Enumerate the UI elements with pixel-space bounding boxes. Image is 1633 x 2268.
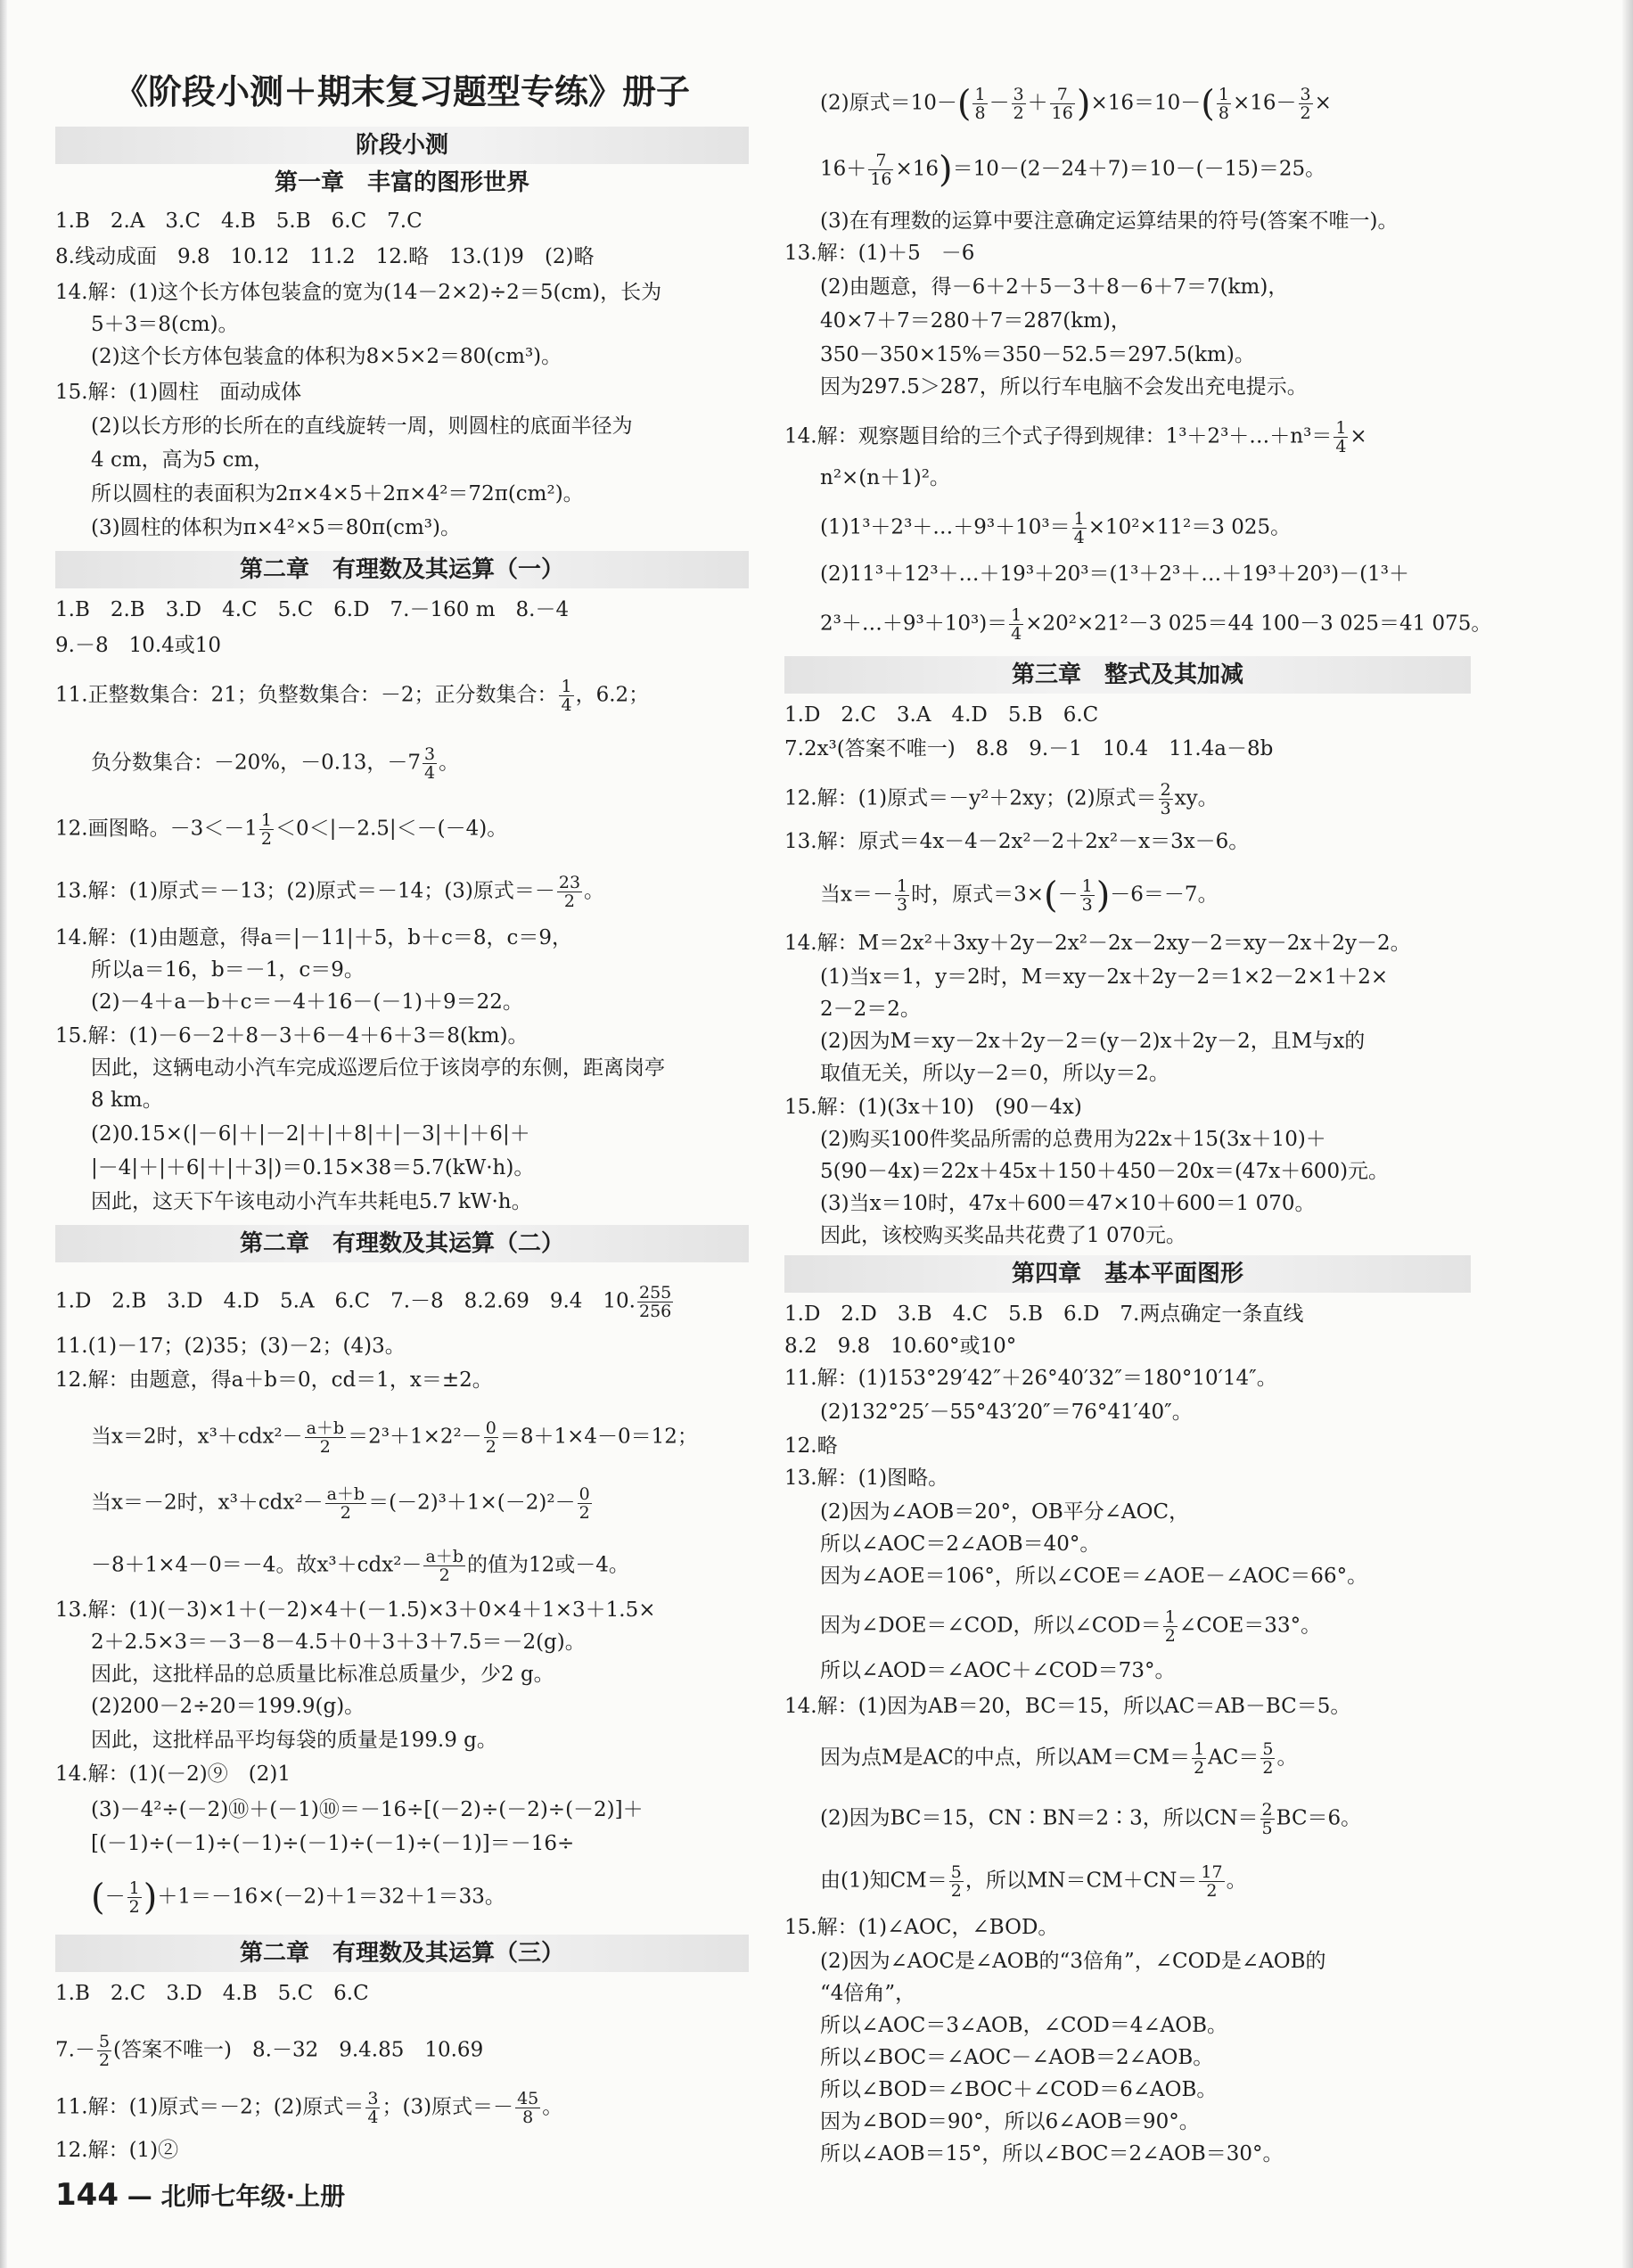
chapter-header-1: 第一章 丰富的图形世界 [274, 169, 529, 196]
answer-line: 14.解：观察题目给的三个式子得到规律：1³＋2³＋…＋n³＝ $\frac{1}{4}$ × [784, 418, 1367, 456]
page-title: 《阶段小测＋期末复习题型专练》册子 [113, 72, 690, 111]
answer-line: (3)圆柱的体积为π×4²×5＝80π(cm³)。 [91, 516, 461, 539]
answer-line: 2－2＝2。 [820, 998, 921, 1021]
chapter-header-4: 第四章 基本平面图形 [784, 1255, 1471, 1293]
answer-line: 11.解：(1)153°29′42″＋26°40′32″＝180°10′14″。 [784, 1367, 1277, 1390]
answer-line: 12.解：(1)② [55, 2139, 179, 2162]
answer-line: 1.D 2.B 3.D 4.D 5.A 6.C 7.－8 8.2.69 9.4 10. $\frac{255}{256}$ [55, 1283, 672, 1321]
fraction: $\frac{7}{16}$ [1051, 85, 1073, 123]
answer-line: (2)因为M＝xy－2x＋2y－2＝(y－2)x＋2y－2，且M与x的 [820, 1030, 1366, 1053]
answer-line: 所以∠BOD＝∠BOC＋∠COD＝6∠AOB。 [820, 2078, 1218, 2101]
fraction: $\frac{1}{4}$ [561, 677, 572, 715]
book-name: 北师七年级·上册 [160, 2182, 346, 2211]
answer-line: 350－350×15%＝350－52.5＝297.5(km)。 [820, 343, 1255, 366]
answer-line: 1.B 2.B 3.D 4.C 5.C 6.D 7.－160 m 8.－4 [55, 598, 570, 621]
answer-line: 14.解：(1)(－2)⑨ (2)1 [55, 1763, 291, 1786]
answer-line: 由(1)知CM＝ $\frac{5}{2}$ ，所以MN＝CM＋CN＝ $\frac{17}{2}$ 。 [820, 1862, 1247, 1901]
answer-line: 负分数集合：－20%，－0.13，－7 $\frac{3}{4}$ 。 [91, 744, 460, 783]
chapter-header-3: 第三章 整式及其加减 [784, 656, 1471, 694]
answer-line: 13.解：(1)图略。 [784, 1467, 949, 1490]
chapter-header-2c: 第二章 有理数及其运算（三） [55, 1935, 749, 1972]
answer-line: 1.B 2.C 3.D 4.B 5.C 6.C [55, 1982, 369, 2005]
answer-line: 8.2 9.8 10.60°或10° [784, 1335, 1017, 1358]
footer-dash: — [127, 2182, 152, 2211]
answer-line: 13.解：原式＝4x－4－2x²－2＋2x²－x＝3x－6。 [784, 830, 1250, 853]
fraction: $\frac{a+b}{2}$ [326, 1484, 365, 1523]
answer-line: 15.解：(1)(3x＋10) (90－4x) [784, 1096, 1082, 1119]
answer-line: 15.解：(1)圆柱 面动成体 [55, 381, 302, 404]
answer-line: (2)以长方形的长所在的直线旋转一周，则圆柱的底面半径为 [91, 415, 633, 438]
fraction: $\frac{3}{2}$ [1300, 85, 1311, 123]
fraction: $\frac{1}{2}$ [1164, 1607, 1176, 1646]
answer-line: 因此，这批样品平均每袋的质量是199.9 g。 [91, 1729, 497, 1752]
fraction: $\frac{1}{8}$ [974, 85, 986, 123]
answer-line: 1.B 2.A 3.C 4.B 5.B 6.C 7.C [55, 210, 423, 233]
answer-line: 当x＝－2时，x³＋cdx²－ $\frac{a+b}{2}$ ＝(－2)³＋1×(－2)²－ $\frac{0}{2}$ [91, 1484, 590, 1523]
answer-line: 4 cm，高为5 cm， [91, 448, 275, 472]
answer-line: (2)132°25′－55°43′20″＝76°41′40″。 [820, 1401, 1193, 1424]
answer-line: 8.线动成面 9.8 10.12 11.2 12.略 13.(1)9 (2)略 [55, 245, 595, 268]
answer-line: 7.－ $\frac{5}{2}$ (答案不唯一) 8.－32 9.4.85 10.69 [55, 2032, 484, 2070]
answer-line: |－4|＋|＋6|＋|＋3|)＝0.15×38＝5.7(kW·h)。 [91, 1156, 535, 1179]
answer-line: (2)－4＋a－b＋c＝－4＋16－(－1)＋9＝22。 [91, 990, 523, 1014]
fraction: $\frac{1}{2}$ [1194, 1739, 1205, 1778]
answer-line: (2)因为BC＝15，CN∶BN＝2∶3，所以CN＝ $\frac{2}{5}$ BC＝6。 [820, 1800, 1362, 1838]
chapter-header-2a: 第二章 有理数及其运算（一） [55, 551, 749, 588]
answer-line: 11.正整数集合：21；负整数集合：－2；正分数集合： $\frac{1}{4}$ ，6.2； [55, 677, 650, 715]
answer-line: 所以∠AOC＝2∠AOB＝40°。 [820, 1533, 1101, 1556]
fraction: $\frac{1}{4}$ [1011, 605, 1022, 644]
answer-line: 40×7＋7＝280＋7＝287(km)， [820, 309, 1131, 333]
answer-line: (2)因为∠AOB＝20°，OB平分∠AOC， [820, 1500, 1190, 1524]
answer-line: 因为∠BOD＝90°，所以6∠AOB＝90°。 [820, 2110, 1200, 2133]
fraction: $\frac{1}{2}$ [260, 810, 272, 849]
fraction: $\frac{255}{256}$ [639, 1283, 672, 1321]
fraction: $\frac{2}{3}$ [1160, 780, 1171, 818]
answer-line: 当x＝2时，x³＋cdx²－ $\frac{a+b}{2}$ ＝2³＋1×2²－ $\frac{0}{2}$ ＝8＋1×4－0＝12； [91, 1418, 698, 1457]
answer-line: [(－1)÷(－1)÷(－1)÷(－1)÷(－1)÷(－1)]＝－16÷ [91, 1832, 575, 1855]
answer-line: 5＋3＝8(cm)。 [91, 313, 239, 336]
answer-line: (2)200－2÷20＝199.9(g)。 [91, 1695, 365, 1718]
fraction: $\frac{a+b}{2}$ [425, 1547, 464, 1585]
answer-line: 14.解：M＝2x²＋3xy＋2y－2x²－2x－2xy－2＝xy－2x＋2y－2。 [784, 932, 1411, 955]
page-edge-shadow [1622, 0, 1633, 2268]
fraction: $\frac{17}{2}$ [1201, 1862, 1223, 1901]
answer-line: 所以a＝16，b＝－1，c＝9。 [91, 958, 365, 982]
answer-line: (2)原式＝10－( $\frac{1}{8}$ － $\frac{3}{2}$ ＋ $\frac{7}{16}$ )×16＝10－( $\frac{1}{8}$ ×16－ $\frac{3}{2}$ × [820, 83, 1332, 125]
answer-line: 因为点M是AC的中点，所以AM＝CM＝ $\frac{1}{2}$ AC＝ $\frac{5}{2}$ 。 [820, 1739, 1298, 1778]
answer-line: 8 km。 [91, 1089, 163, 1112]
fraction: $\frac{1}{2}$ [128, 1878, 140, 1917]
page-footer [55, 2175, 345, 2215]
answer-line: (2)11³＋12³＋…＋19³＋20³＝(1³＋2³＋…＋19³＋20³)－(1³＋ [820, 563, 1409, 586]
fraction: $\frac{3}{4}$ [367, 2089, 379, 2127]
answer-line: 14.解：(1)由题意，得a＝|－11|＋5，b＋c＝8，c＝9， [55, 926, 573, 949]
page-number: 144 [55, 2177, 119, 2213]
answer-line: 因此，这批样品的总质量比标准总质量少，少2 g。 [91, 1663, 554, 1686]
fraction: $\frac{3}{4}$ [423, 744, 436, 783]
answer-line: 14.解：(1)因为AB＝20，BC＝15，所以AC＝AB－BC＝5。 [784, 1695, 1351, 1718]
answer-line: 9.－8 10.4或10 [55, 634, 222, 657]
fraction: $\frac{0}{2}$ [485, 1418, 496, 1457]
fraction: $\frac{1}{4}$ [1335, 418, 1347, 456]
answer-line: 13.解：(1)原式＝－13；(2)原式＝－14；(3)原式＝－ $\frac{23}{2}$ 。 [55, 873, 605, 911]
answer-line: 所以∠AOC＝3∠AOB，∠COD＝4∠AOB。 [820, 2014, 1228, 2037]
answer-line: 取值无关，所以y－2＝0，所以y＝2。 [820, 1062, 1169, 1085]
answer-line: 2³＋…＋9³＋10³)＝ $\frac{1}{4}$ ×20²×21²－3 025＝44 100－3 025＝41 075。 [820, 605, 1492, 644]
fraction: $\frac{5}{2}$ [950, 1862, 962, 1901]
fraction: $\frac{2}{5}$ [1261, 1800, 1273, 1838]
answer-line: 13.解：(1)＋5 －6 [784, 242, 975, 265]
answer-line: 因此，这天下午该电动小汽车共耗电5.7 kW·h。 [91, 1190, 532, 1213]
fraction: $\frac{1}{3}$ [896, 876, 908, 915]
answer-line: 12.解：(1)原式＝－y²＋2xy；(2)原式＝ $\frac{2}{3}$ xy。 [784, 780, 1219, 818]
answer-line: (2)由题意，得－6＋2＋5－3＋8－6＋7＝7(km)， [820, 275, 1289, 299]
answer-line: (1)1³＋2³＋…＋9³＋10³＝ $\frac{1}{4}$ ×10²×11²＝3 025。 [820, 509, 1292, 547]
answer-line: 12.画图略。－3＜－1 $\frac{1}{2}$ ＜0＜|－2.5|＜－(－4)。 [55, 810, 508, 849]
answer-line: 13.解：(1)(－3)×1＋(－2)×4＋(－1.5)×3＋0×4＋1×3＋1.5× [55, 1598, 656, 1622]
fraction: $\frac{45}{8}$ [517, 2089, 539, 2127]
answer-line: (3)当x＝10时，47x＋600＝47×10＋600＝1 070。 [820, 1192, 1316, 1215]
fraction: $\frac{1}{3}$ [1081, 876, 1093, 915]
answer-line: 因此，该校购买奖品共花费了1 070元。 [820, 1224, 1186, 1247]
answer-line: (2)因为∠AOC是∠AOB的“3倍角”，∠COD是∠AOB的 [820, 1950, 1326, 1973]
fraction: $\frac{5}{2}$ [1262, 1739, 1274, 1778]
answer-line: 5(90－4x)＝22x＋45x＋150＋450－20x＝(47x＋600)元。 [820, 1160, 1390, 1183]
answer-line: 12.解：由题意，得a＋b＝0，cd＝1，x＝±2。 [55, 1368, 493, 1392]
section-header-stage-test: 阶段小测 [55, 127, 749, 164]
answer-line: 11.(1)－17；(2)35；(3)－2；(4)3。 [55, 1335, 406, 1358]
answer-line: 所以圆柱的表面积为2π×4×5＋2π×4²＝72π(cm²)。 [91, 482, 584, 505]
answer-line: 因为∠DOE＝∠COD，所以∠COD＝ $\frac{1}{2}$ ∠COE＝33°。 [820, 1607, 1322, 1646]
fraction: $\frac{1}{4}$ [1073, 509, 1085, 547]
answer-line: 12.略 [784, 1434, 838, 1458]
fraction: $\frac{a+b}{2}$ [306, 1418, 345, 1457]
answer-line: (2)购买100件奖品所需的总费用为22x＋15(3x＋10)＋ [820, 1128, 1326, 1151]
answer-line: (3)在有理数的运算中要注意确定运算结果的符号(答案不唯一)。 [820, 210, 1399, 233]
answer-line: 因为∠AOE＝106°，所以∠COE＝∠AOE－∠AOC＝66°。 [820, 1565, 1368, 1588]
answer-line: (2)0.15×(|－6|＋|－2|＋|＋8|＋|－3|＋|＋6|＋ [91, 1122, 530, 1146]
fraction: $\frac{1}{8}$ [1218, 85, 1229, 123]
fraction: $\frac{23}{2}$ [558, 873, 581, 911]
answer-line: 1.D 2.D 3.B 4.C 5.B 6.D 7.两点确定一条直线 [784, 1302, 1304, 1326]
answer-line: 因此，这辆电动小汽车完成巡逻后位于该岗亭的东侧，距离岗亭 [91, 1056, 665, 1080]
answer-line: 14.解：(1)这个长方体包装盒的宽为(14－2×2)÷2＝5(cm)，长为 [55, 281, 662, 304]
answer-line: 15.解：(1)－6－2＋8－3＋6－4＋6＋3＝8(km)。 [55, 1024, 529, 1048]
answer-line: “4倍角”， [820, 1982, 916, 2005]
answer-line: 15.解：(1)∠AOC，∠BOD。 [784, 1916, 1059, 1939]
fraction: $\frac{0}{2}$ [579, 1484, 590, 1523]
answer-line: 1.D 2.C 3.A 4.D 5.B 6.C [784, 703, 1099, 727]
answer-line: (1)当x＝1，y＝2时，M＝xy－2x＋2y－2＝1×2－2×1＋2× [820, 966, 1389, 989]
answer-line: 所以∠BOC＝∠AOC－∠AOB＝2∠AOB。 [820, 2046, 1214, 2069]
answer-line: 所以∠AOB＝15°，所以∠BOC＝2∠AOB＝30°。 [820, 2142, 1284, 2165]
fraction: $\frac{5}{2}$ [98, 2032, 111, 2070]
answer-line: (2)这个长方体包装盒的体积为8×5×2＝80(cm³)。 [91, 345, 562, 368]
fraction: $\frac{3}{2}$ [1013, 85, 1024, 123]
answer-line: 16＋ $\frac{7}{16}$ ×16)＝10－(2－24＋7)＝10－(－15)＝25。 [820, 149, 1326, 191]
chapter-header-2b: 第二章 有理数及其运算（二） [55, 1225, 749, 1262]
answer-line: 所以∠AOD＝∠AOC＋∠COD＝73°。 [820, 1659, 1176, 1682]
answer-line: (－ $\frac{1}{2}$ )＋1＝－16×(－2)＋1＝32＋1＝33。 [91, 1877, 505, 1919]
answer-line: 11.解：(1)原式＝－2；(2)原式＝ $\frac{3}{4}$ ；(3)原式＝－ $\frac{45}{8}$ 。 [55, 2089, 563, 2127]
fraction: $\frac{7}{16}$ [870, 151, 892, 189]
answer-line: 当x＝－ $\frac{1}{3}$ 时，原式＝3×(－ $\frac{1}{3}$ )－6＝－7。 [820, 875, 1219, 916]
answer-line: 因为297.5＞287，所以行车电脑不会发出充电提示。 [820, 375, 1308, 399]
answer-line: 7.2x³(答案不唯一) 8.8 9.－1 10.4 11.4a－8b [784, 737, 1274, 760]
answer-line: (3)－4²÷(－2)⑩＋(－1)⑩＝－16÷[(－2)÷(－2)÷(－2)]＋ [91, 1798, 644, 1821]
answer-line: 2＋2.5×3＝－3－8－4.5＋0＋3＋3＋7.5＝－2(g)。 [91, 1631, 586, 1654]
answer-line: －8＋1×4－0＝－4。故x³＋cdx²－ $\frac{a+b}{2}$ 的值为12或－4。 [91, 1547, 629, 1585]
answer-line: n²×(n＋1)²。 [820, 466, 950, 489]
page-spine-shadow [0, 0, 7, 2268]
